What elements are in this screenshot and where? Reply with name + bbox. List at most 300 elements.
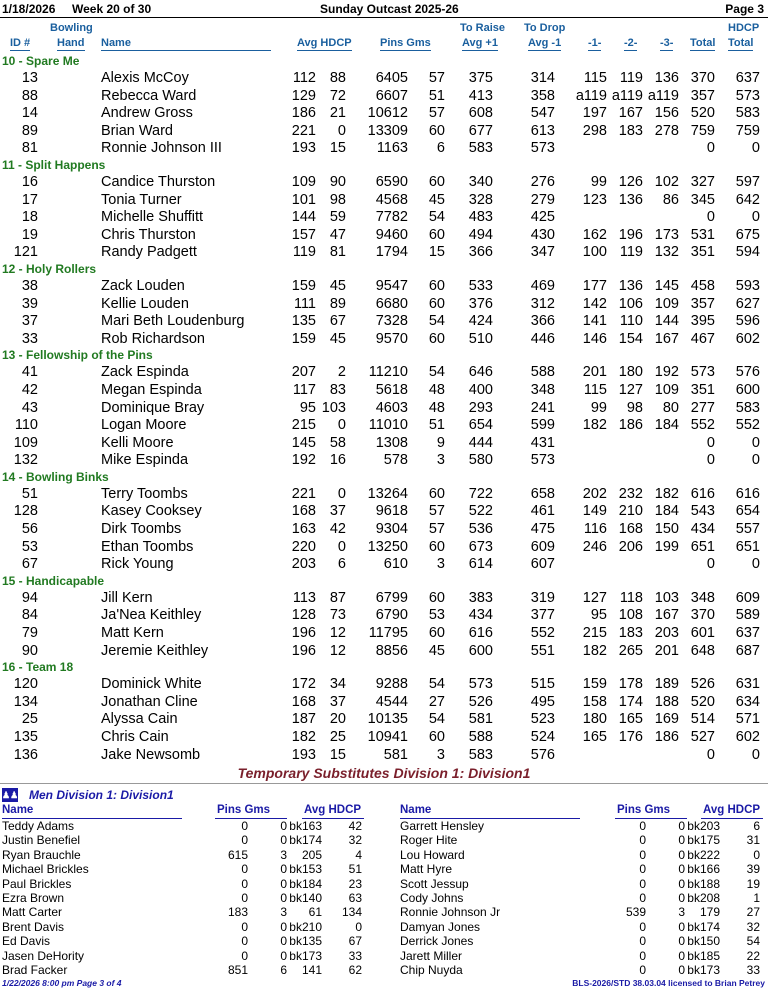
player-g1: 127 [582, 589, 607, 606]
player-avg: 186 [291, 105, 316, 122]
player-gms: 54 [428, 313, 445, 330]
player-name: Kellie Louden [101, 295, 189, 312]
player-row [0, 139, 768, 157]
player-total: 0 [706, 556, 715, 573]
player-pins: 7782 [375, 209, 408, 226]
player-g3: 203 [654, 625, 679, 642]
player-hdcp-total: 596 [735, 313, 760, 330]
player-g2: 118 [619, 589, 643, 606]
team-heading: 13 - Fellowship of the Pins [2, 348, 153, 363]
player-avg: 193 [291, 140, 316, 157]
substitute-name: Derrick Jones [400, 934, 474, 949]
player-id: 39 [21, 295, 38, 312]
substitute-hdcp: 32 [348, 833, 362, 848]
substitute-hdcp: 32 [746, 919, 760, 934]
player-raise: 483 [468, 209, 493, 226]
player-hdcp: 72 [329, 87, 346, 104]
substitute-gms: 0 [678, 862, 685, 877]
player-drop: 347 [530, 244, 555, 261]
player-gms: 60 [428, 295, 445, 312]
player-g3: 109 [654, 381, 679, 398]
substitute-name: Jasen DeHority [2, 948, 85, 963]
substitute-name: Matt Hyre [400, 862, 453, 877]
player-hdcp-total: 557 [735, 521, 760, 538]
substitute-name: Cody Johns [400, 891, 464, 905]
substitute-pins: 0 [241, 948, 248, 963]
team-heading: 16 - Team 18 [2, 660, 74, 675]
player-name: Randy Padgett [101, 244, 197, 261]
player-g1: 141 [582, 313, 607, 330]
player-g3: 103 [654, 589, 679, 606]
player-id: 110 [14, 417, 38, 434]
player-gms: 6 [436, 140, 445, 157]
player-raise: 424 [468, 313, 493, 330]
hdcp-header-top: HDCP [728, 22, 760, 34]
player-name: Rebecca Ward [101, 87, 197, 104]
player-drop: 609 [530, 538, 555, 555]
player-row [0, 191, 768, 209]
player-g3: 132 [654, 244, 679, 261]
player-hdcp: 89 [329, 295, 346, 312]
player-id: 84 [21, 607, 38, 624]
player-name: Kasey Cooksey [101, 503, 202, 520]
substitute-gms: 0 [280, 819, 287, 833]
player-row [0, 589, 768, 607]
player-pins: 10135 [367, 711, 408, 728]
player-g3: 186 [654, 729, 679, 745]
player-hdcp-total: 616 [735, 485, 760, 502]
player-drop: 552 [530, 625, 555, 642]
substitute-row [398, 877, 766, 891]
player-avg: 109 [291, 173, 316, 190]
page-number: Page 3 [725, 2, 764, 16]
player-name: Logan Moore [101, 417, 187, 434]
substitute-avg: 61 [308, 905, 322, 920]
player-g1: 99 [590, 399, 607, 416]
player-name: Jonathan Cline [101, 693, 198, 710]
player-pins: 4544 [375, 693, 408, 710]
player-g3: 189 [654, 676, 679, 693]
player-row [0, 104, 768, 122]
substitute-avg: bk175 [687, 833, 720, 848]
player-gms: 57 [428, 521, 445, 538]
substitute-hdcp: 33 [348, 948, 362, 963]
player-row [0, 381, 768, 399]
substitute-avg: bk173 [687, 963, 720, 977]
substitute-hdcp: 19 [746, 876, 760, 891]
substitute-name: Chip Nuyda [400, 963, 463, 977]
player-id: 109 [13, 434, 38, 451]
substitute-pins: 851 [227, 963, 248, 977]
player-hdcp: 37 [329, 503, 346, 520]
division-bar [0, 787, 768, 804]
player-drop: 425 [530, 209, 555, 226]
substitute-hdcp: 0 [753, 847, 760, 862]
player-g3: 144 [654, 313, 679, 330]
player-pins: 578 [383, 452, 408, 469]
player-name: Dominick White [101, 676, 202, 693]
player-row [0, 243, 768, 261]
page-header [0, 0, 768, 18]
player-raise: 366 [468, 244, 493, 261]
player-g3: 136 [654, 70, 679, 86]
substitute-name: Brent Davis [2, 919, 65, 934]
substitute-gms: 3 [280, 905, 287, 920]
player-total: 759 [690, 122, 715, 139]
footer-print-info: 1/22/2026 8:00 pm Page 3 of 4 [2, 978, 122, 988]
substitute-avg: bk222 [687, 847, 720, 862]
player-id: 51 [21, 485, 38, 502]
game3-header: -3- [660, 37, 674, 49]
player-total: 370 [690, 70, 715, 86]
substitute-row [0, 934, 368, 948]
player-g2: 196 [618, 226, 643, 243]
player-row [0, 485, 768, 503]
player-total: 543 [690, 503, 715, 520]
player-id: 18 [21, 209, 38, 226]
player-hdcp-total: 0 [751, 746, 760, 763]
player-g3: 156 [654, 105, 679, 122]
substitute-name: Matt Carter [2, 905, 63, 920]
player-raise: 581 [468, 711, 493, 728]
substitute-avg: bk150 [687, 934, 720, 949]
team-roster [0, 53, 768, 763]
player-pins: 6680 [375, 295, 408, 312]
player-name: Dirk Toombs [101, 521, 182, 538]
name-header: Name [101, 37, 271, 51]
player-hdcp: 12 [329, 642, 346, 659]
player-id: 90 [21, 642, 38, 659]
player-g1: 142 [582, 295, 607, 312]
player-drop: 573 [530, 452, 555, 469]
player-gms: 15 [428, 244, 445, 261]
substitute-row [398, 819, 766, 833]
player-gms: 53 [428, 607, 445, 624]
player-total: 0 [706, 140, 715, 157]
player-id: 53 [21, 538, 38, 555]
player-hdcp-total: 637 [735, 70, 760, 86]
division-label: Men Division 1: Division1 [29, 788, 174, 802]
player-g3: 192 [654, 364, 679, 381]
substitute-gms: 0 [280, 876, 287, 891]
player-g3: 278 [654, 122, 679, 139]
player-avg: 159 [291, 277, 316, 294]
player-hdcp-total: 583 [735, 399, 760, 416]
player-avg: 113 [292, 589, 316, 606]
player-name: Alyssa Cain [101, 711, 178, 728]
player-total: 573 [690, 364, 715, 381]
substitute-gms: 0 [280, 919, 287, 934]
player-gms: 48 [428, 399, 445, 416]
substitute-hdcp: 22 [746, 948, 760, 963]
player-id: 135 [13, 729, 38, 745]
player-id: 33 [21, 330, 38, 347]
player-gms: 51 [428, 417, 445, 434]
player-total: 370 [690, 607, 715, 624]
player-pins: 9547 [375, 277, 408, 294]
substitute-avg: bk188 [687, 876, 720, 891]
player-row [0, 363, 768, 381]
player-total: 527 [690, 729, 715, 745]
player-hdcp-total: 675 [735, 226, 760, 243]
player-g2: 206 [618, 538, 643, 555]
player-avg: 221 [291, 122, 316, 139]
player-g1: 158 [582, 693, 607, 710]
player-drop: 279 [530, 191, 555, 208]
player-raise: 677 [468, 122, 493, 139]
player-g2: 110 [619, 313, 643, 330]
player-gms: 57 [428, 105, 445, 122]
player-raise: 376 [468, 295, 493, 312]
player-g1: 100 [582, 244, 607, 261]
player-name: Kelli Moore [101, 434, 174, 451]
player-g2: 232 [618, 485, 643, 502]
team-heading: 15 - Handicapable [2, 573, 105, 588]
player-total: 348 [690, 589, 715, 606]
player-total: 434 [690, 521, 715, 538]
player-gms: 60 [428, 538, 445, 555]
player-gms: 60 [428, 226, 445, 243]
player-pins: 7328 [375, 313, 408, 330]
player-total: 0 [706, 746, 715, 763]
player-pins: 9288 [375, 676, 408, 693]
player-total: 395 [690, 313, 715, 330]
week-label: Week 20 of 30 [72, 2, 152, 16]
player-g2: 98 [626, 399, 643, 416]
player-hdcp: 87 [329, 589, 346, 606]
player-total: 0 [706, 209, 715, 226]
player-drop: 515 [530, 676, 555, 693]
substitute-pins: 539 [625, 905, 646, 920]
player-hdcp: 2 [337, 364, 346, 381]
player-raise: 413 [468, 87, 493, 104]
substitute-hdcp: 67 [348, 934, 362, 949]
player-hdcp-total: 594 [735, 244, 760, 261]
player-pins: 9570 [375, 330, 408, 347]
substitute-hdcp: 62 [348, 963, 362, 977]
player-avg: 221 [291, 485, 316, 502]
player-name: Jill Kern [101, 589, 153, 606]
player-name: Zack Espinda [101, 364, 189, 381]
substitute-row [0, 963, 368, 977]
player-name: Megan Espinda [101, 381, 202, 398]
player-id: 13 [21, 70, 38, 86]
substitute-avg: bk153 [289, 862, 322, 877]
player-id: 43 [21, 399, 38, 416]
player-g2: 136 [618, 277, 643, 294]
player-row [0, 451, 768, 469]
player-drop: 241 [530, 399, 555, 416]
player-drop: 599 [530, 417, 555, 434]
player-g3: 169 [654, 711, 679, 728]
team-heading: 12 - Holy Rollers [2, 261, 97, 276]
player-gms: 54 [428, 711, 445, 728]
hand-header: Hand [57, 37, 85, 49]
subs-pins-header-right: Pins Gms [617, 804, 671, 816]
player-hdcp: 58 [329, 434, 346, 451]
player-avg: 112 [292, 70, 316, 86]
player-raise: 536 [468, 521, 493, 538]
substitute-hdcp: 42 [348, 819, 362, 833]
player-g2: 119 [619, 244, 643, 261]
player-g1: 165 [582, 729, 607, 745]
player-g1: 197 [582, 105, 607, 122]
player-hdcp: 15 [329, 140, 346, 157]
player-name: Dominique Bray [101, 399, 205, 416]
player-pins: 6405 [375, 70, 408, 86]
player-pins: 4603 [375, 399, 408, 416]
player-hdcp: 37 [329, 693, 346, 710]
player-g1: a119 [575, 87, 607, 104]
player-id: 120 [13, 676, 38, 693]
player-g3: 145 [654, 277, 679, 294]
player-g1: 159 [582, 676, 607, 693]
substitute-avg: bk173 [289, 948, 322, 963]
player-g3: 109 [654, 295, 679, 312]
player-raise: 616 [468, 625, 493, 642]
hand-header-top: Bowling [50, 22, 93, 34]
substitute-row [398, 920, 766, 934]
player-name: Zack Louden [101, 277, 185, 294]
player-hdcp-total: 571 [735, 711, 760, 728]
player-g2: 180 [618, 364, 643, 381]
section-divider [0, 783, 768, 784]
player-hdcp: 0 [337, 538, 346, 555]
player-hdcp: 47 [329, 226, 346, 243]
player-hdcp: 0 [337, 122, 346, 139]
player-raise: 583 [468, 140, 493, 157]
substitute-pins: 0 [639, 847, 646, 862]
player-row [0, 295, 768, 313]
substitute-row [398, 862, 766, 876]
player-id: 94 [21, 589, 38, 606]
player-pins: 8856 [375, 642, 408, 659]
substitute-name: Lou Howard [400, 847, 465, 862]
player-drop: 588 [530, 364, 555, 381]
substitute-pins: 0 [241, 891, 248, 905]
player-avg: 159 [291, 330, 316, 347]
substitute-pins: 0 [639, 934, 646, 949]
player-g1: 182 [582, 642, 607, 659]
substitute-name: Ryan Brauchle [2, 847, 81, 862]
player-g3: 184 [654, 417, 679, 434]
player-hdcp: 16 [329, 452, 346, 469]
player-g1: 146 [582, 330, 607, 347]
substitute-pins: 0 [639, 948, 646, 963]
player-avg: 207 [291, 364, 316, 381]
player-id: 16 [21, 173, 38, 190]
substitute-pins: 0 [241, 833, 248, 848]
player-row [0, 606, 768, 624]
player-hdcp-total: 589 [735, 607, 760, 624]
substitute-hdcp: 33 [746, 963, 760, 977]
player-row [0, 399, 768, 417]
player-pins: 13264 [367, 485, 408, 502]
player-hdcp-total: 0 [751, 556, 760, 573]
substitute-avg: bk174 [289, 833, 322, 848]
player-raise: 340 [468, 173, 493, 190]
subs-avg-header-left: Avg HDCP [304, 804, 362, 816]
substitute-name: Ezra Brown [2, 891, 65, 905]
player-id: 38 [21, 277, 38, 294]
player-pins: 10941 [367, 729, 408, 745]
avg-hdcp-header: Avg HDCP [297, 37, 352, 49]
substitute-avg: bk140 [289, 891, 322, 905]
substitute-hdcp: 27 [746, 905, 760, 920]
substitute-name: Paul Brickles [2, 876, 72, 891]
player-gms: 54 [428, 676, 445, 693]
footer-license: BLS-2026/STD 38.03.04 licensed to Brian Petrey [572, 978, 765, 988]
substitute-name: Jarett Miller [400, 948, 463, 963]
player-g1: 162 [582, 226, 607, 243]
substitutes-title: Temporary Substitutes Division 1: Division1 [237, 765, 531, 781]
player-total: 357 [690, 295, 715, 312]
player-hdcp: 20 [329, 711, 346, 728]
player-hdcp-total: 687 [735, 642, 760, 659]
player-row [0, 746, 768, 764]
substitute-pins: 0 [639, 862, 646, 877]
player-raise: 494 [468, 226, 493, 243]
player-g1: 123 [582, 191, 607, 208]
player-drop: 607 [530, 556, 555, 573]
player-pins: 13250 [367, 538, 408, 555]
substitute-gms: 0 [280, 948, 287, 963]
player-pins: 4568 [375, 191, 408, 208]
player-id: 89 [21, 122, 38, 139]
header-rule [0, 17, 768, 18]
player-gms: 60 [428, 173, 445, 190]
substitute-name: Roger Hite [400, 833, 458, 848]
player-g1: 99 [590, 173, 607, 190]
player-g1: 215 [582, 625, 607, 642]
player-hdcp: 98 [329, 191, 346, 208]
player-gms: 60 [428, 589, 445, 606]
league-title: Sunday Outcast 2025-26 [320, 2, 459, 16]
player-hdcp-total: 627 [735, 295, 760, 312]
player-id: 41 [21, 364, 38, 381]
player-raise: 375 [468, 70, 493, 86]
hdcp-total-header: Total [728, 37, 754, 49]
player-row [0, 710, 768, 728]
player-total: 552 [690, 417, 715, 434]
player-pins: 5618 [375, 381, 408, 398]
player-drop: 314 [530, 70, 555, 86]
player-raise: 533 [468, 277, 493, 294]
player-hdcp: 67 [329, 313, 346, 330]
report-date: 1/18/2026 [2, 2, 56, 16]
player-gms: 9 [436, 434, 445, 451]
substitute-pins: 183 [227, 905, 248, 920]
substitute-avg: bk174 [687, 919, 720, 934]
player-raise: 444 [468, 434, 493, 451]
player-gms: 3 [436, 452, 445, 469]
drop-header-top: To Drop [524, 22, 566, 34]
player-name: Tonia Turner [101, 191, 182, 208]
player-total: 601 [690, 625, 715, 642]
player-pins: 9618 [375, 503, 408, 520]
player-gms: 57 [428, 70, 445, 86]
player-gms: 27 [428, 693, 445, 710]
player-pins: 9460 [375, 226, 408, 243]
player-row [0, 728, 768, 746]
player-row [0, 434, 768, 452]
player-gms: 54 [428, 209, 445, 226]
player-g3: 188 [654, 693, 679, 710]
player-pins: 13309 [367, 122, 408, 139]
player-raise: 646 [468, 364, 493, 381]
player-row [0, 642, 768, 660]
player-total: 520 [690, 693, 715, 710]
